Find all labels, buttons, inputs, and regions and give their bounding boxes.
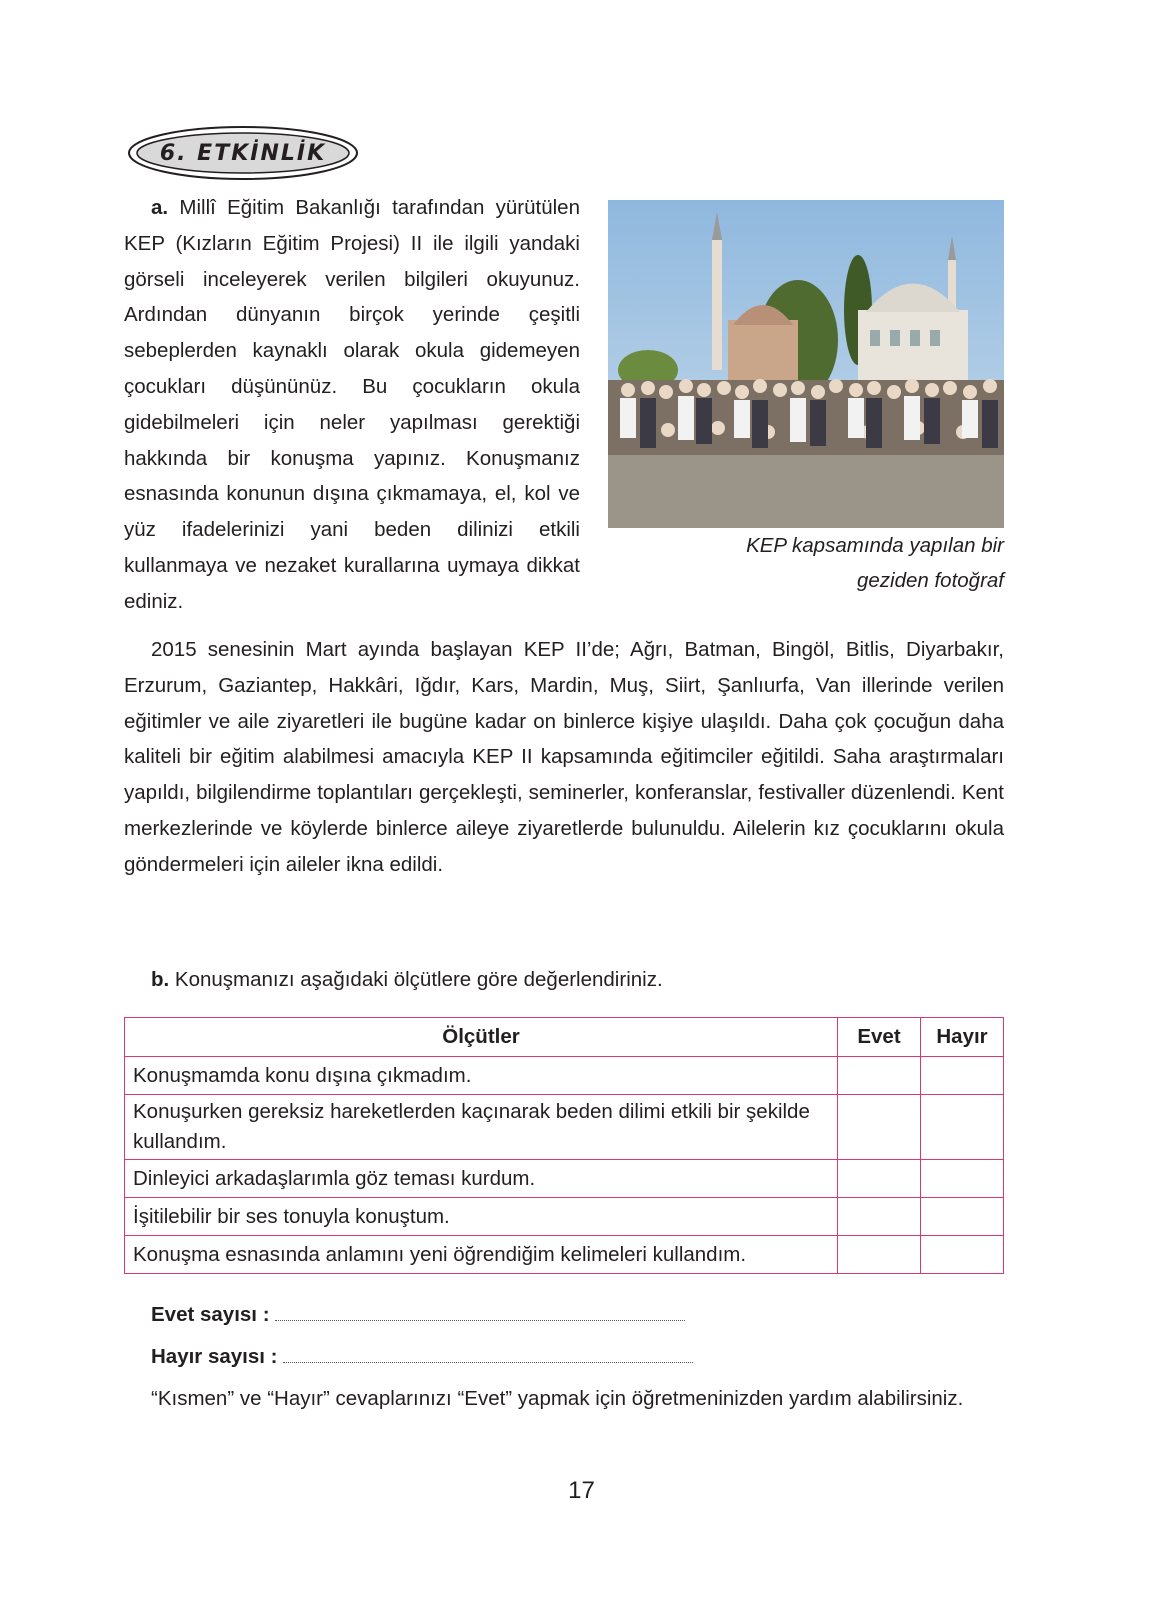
group-photo [608, 200, 1004, 528]
criterion-cell: Dinleyici arkadaşlarımla göz teması kurdum. [125, 1160, 838, 1198]
hayir-checkbox-cell[interactable] [921, 1198, 1004, 1236]
evet-checkbox-cell[interactable] [838, 1198, 921, 1236]
hayir-checkbox-cell[interactable] [921, 1095, 1004, 1160]
table-row [125, 1057, 1004, 1095]
page-number: 17 [568, 1477, 595, 1504]
photo-caption [640, 528, 1004, 598]
hayir-count-label: Hayır sayısı : [151, 1345, 278, 1368]
hayir-count-field[interactable] [283, 1348, 693, 1363]
final-note: “Kısmen” ve “Hayır” cevaplarınızı “Evet” yapmak için öğretmeninizden yardım alabilirsiniz. [151, 1387, 964, 1410]
criterion-cell: Konuşmamda konu dışına çıkmadım. [125, 1057, 838, 1095]
table-row [125, 1160, 1004, 1198]
activity-badge [127, 125, 359, 181]
evet-checkbox-cell[interactable] [838, 1160, 921, 1198]
kep-info-paragraph: 2015 senesinin Mart ayında başlayan KEP II’de; Ağrı, Batman, Bingöl, Bitlis, Diyarbakır, Erzurum, Gaziantep, Hakkâri, Iğdır, Kars, Mardin, Muş, Siirt, Şanlıurfa, Van illerinde verilen eğitimler ve aile ziyaretleri ile bugüne kadar on binlerce kişiye ulaşıldı. Daha çok çocuğun daha kaliteli bir eğitim alabilmesi amacıyla KEP II kapsamında eğitimciler eğitildi. Saha araştırmaları yapıldı, bilgilendirme toplantıları gerçekleşti, seminerler, konferanslar, festivaller düzenlendi. Kent merkezlerinde ve köylerde binlerce aileye ziyaretlerde bulunuldu. Ailelerin kız çocuklarını okula göndermeleri için aileler ikna edildi. [124, 638, 1004, 876]
photo-caption-line-1: KEP kapsamında yapılan bir [746, 534, 1004, 557]
table-row [125, 1236, 1004, 1274]
evet-count-line [151, 1303, 685, 1327]
section-a-label: a. [151, 196, 169, 219]
photo-caption-line-2: geziden fotoğraf [856, 569, 1004, 592]
table-header-row [125, 1018, 1004, 1057]
evet-count-label: Evet sayısı : [151, 1303, 270, 1326]
criterion-cell: Konuşma esnasında anlamını yeni öğrendiğim kelimeleri kullandım. [125, 1236, 838, 1274]
section-b-line [151, 962, 663, 997]
criterion-cell: İşitilebilir bir ses tonuyla konuştum. [125, 1198, 838, 1236]
table-row [125, 1095, 1004, 1160]
group-photo-illustration [608, 200, 1004, 528]
hayir-checkbox-cell[interactable] [921, 1057, 1004, 1095]
hayir-checkbox-cell[interactable] [921, 1160, 1004, 1198]
header-olcutler: Ölçütler [125, 1018, 838, 1057]
section-a-text: Millî Eğitim Bakanlığı tarafından yürütülen KEP (Kızların Eğitim Projesi) II ile ilgili yandaki görseli inceleyerek verilen bilgileri okuyunuz. Ardından dünyanın birçok yerinde çeşitli sebeplerden kaynaklı olarak okula gidemeyen çocukları düşününüz. Bu çocukların okula gidebilmeleri için neler yapılması gerektiği hakkında bir konuşma yapınız. Konuşmanız esnasında konunun dışına çıkmamaya, el, kol ve yüz ifadelerinizi yani beden dilinizi etkili kullanmaya ve nezaket kurallarına uymaya dikkat ediniz. [124, 196, 580, 613]
criterion-cell: Konuşurken gereksiz hareketlerden kaçınarak beden dilimi etkili bir şekilde kullandım. [125, 1095, 838, 1160]
section-b-label: b. [151, 968, 170, 991]
criteria-table [124, 1017, 1004, 1274]
section-b-text: Konuşmanızı aşağıdaki ölçütlere göre değerlendiriniz. [174, 968, 663, 991]
evet-count-field[interactable] [275, 1306, 685, 1321]
evet-checkbox-cell[interactable] [838, 1236, 921, 1274]
hayir-checkbox-cell[interactable] [921, 1236, 1004, 1274]
hayir-count-line [151, 1345, 693, 1369]
activity-title: 6. ETKİNLİK [159, 140, 327, 166]
evet-checkbox-cell[interactable] [838, 1095, 921, 1160]
table-row [125, 1198, 1004, 1236]
header-hayir: Hayır [921, 1018, 1004, 1057]
evet-checkbox-cell[interactable] [838, 1057, 921, 1095]
header-evet: Evet [838, 1018, 921, 1057]
section-a-paragraph [124, 190, 580, 620]
